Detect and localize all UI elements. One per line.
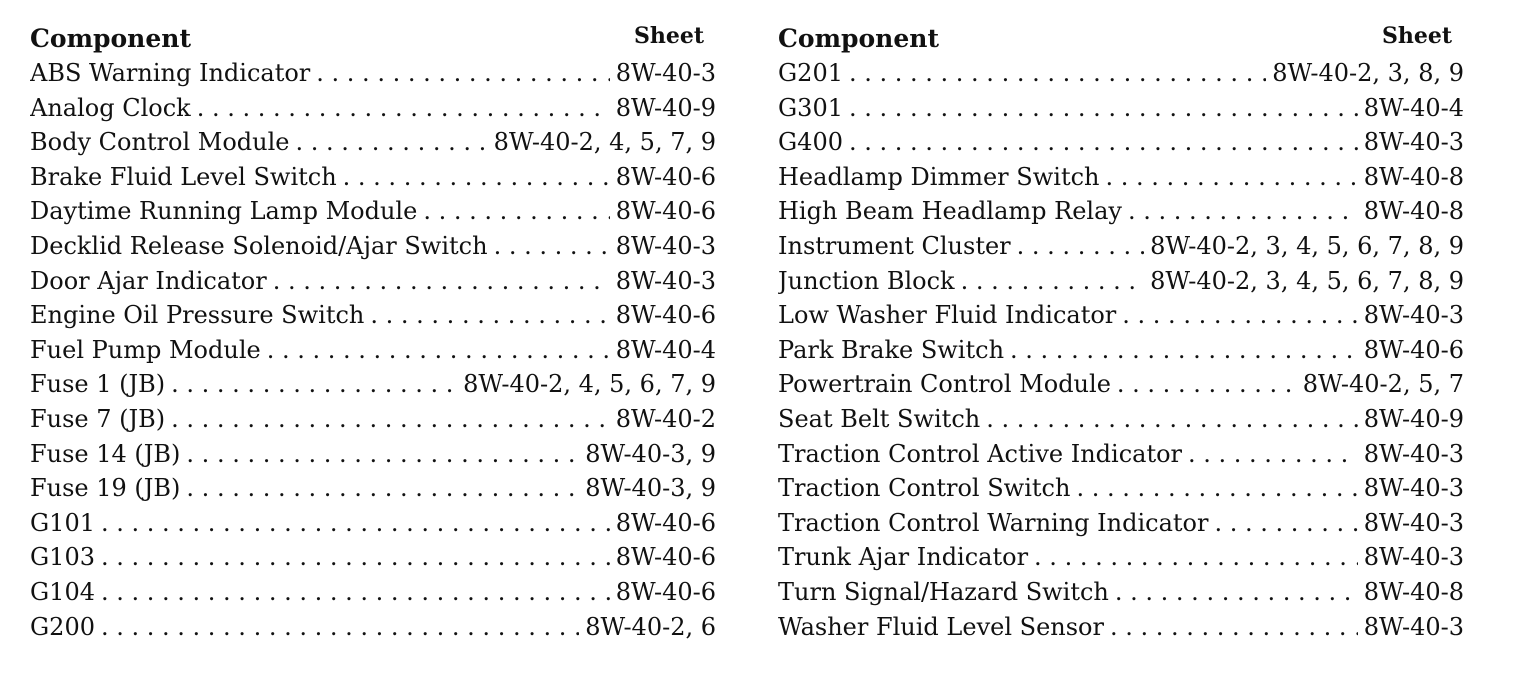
sheet-reference: 8W-40-6 bbox=[615, 508, 716, 537]
component-name: Washer Fluid Level Sensor bbox=[778, 612, 1104, 641]
index-row bbox=[30, 298, 716, 333]
sheet-reference: 8W-40-3 bbox=[615, 231, 716, 260]
dot-leader bbox=[1017, 229, 1144, 264]
dot-leader bbox=[849, 56, 1266, 91]
component-name: High Beam Headlamp Relay bbox=[778, 197, 1122, 226]
index-row bbox=[30, 471, 716, 506]
component-name: Body Control Module bbox=[30, 128, 290, 157]
dot-leader bbox=[101, 575, 610, 610]
index-row bbox=[778, 56, 1464, 91]
index-row bbox=[30, 437, 716, 472]
sheet-reference: 8W-40-6 bbox=[1363, 335, 1464, 364]
index-row bbox=[30, 506, 716, 541]
component-name: Fuel Pump Module bbox=[30, 335, 261, 364]
component-name: Brake Fluid Level Switch bbox=[30, 162, 337, 191]
sheet-reference: 8W-40-2, 6 bbox=[585, 612, 716, 641]
index-row bbox=[30, 575, 716, 610]
index-row bbox=[30, 367, 716, 402]
index-row bbox=[30, 229, 716, 264]
dot-leader bbox=[273, 264, 610, 299]
component-name: ABS Warning Indicator bbox=[30, 59, 311, 87]
index-row bbox=[778, 298, 1464, 333]
index-row bbox=[778, 540, 1464, 575]
sheet-reference: 8W-40-3 bbox=[1363, 612, 1464, 641]
index-row bbox=[778, 160, 1464, 195]
sheet-reference: 8W-40-2, 4, 5, 6, 7, 9 bbox=[463, 370, 716, 399]
dot-leader bbox=[186, 437, 579, 472]
component-header: Component bbox=[30, 24, 191, 53]
index-row bbox=[778, 610, 1464, 645]
component-name: G201 bbox=[778, 59, 843, 87]
component-list bbox=[30, 56, 716, 644]
dot-leader bbox=[101, 610, 579, 645]
sheet-reference: 8W-40-3 bbox=[1363, 439, 1464, 468]
dot-leader bbox=[101, 506, 610, 541]
index-row bbox=[778, 471, 1464, 506]
component-name: Fuse 1 (JB) bbox=[30, 370, 166, 399]
column-header bbox=[30, 22, 716, 56]
component-name: Trunk Ajar Indicator bbox=[778, 543, 1029, 572]
dot-leader bbox=[961, 264, 1145, 299]
component-name: Traction Control Warning Indicator bbox=[778, 508, 1209, 537]
component-name: Seat Belt Switch bbox=[778, 404, 981, 433]
sheet-reference: 8W-40-3 bbox=[1363, 301, 1464, 330]
sheet-reference: 8W-40-6 bbox=[615, 301, 716, 330]
index-row bbox=[30, 264, 716, 299]
index-row bbox=[778, 367, 1464, 402]
component-name: G301 bbox=[778, 93, 843, 122]
component-header: Component bbox=[778, 24, 939, 53]
sheet-reference: 8W-40-3 bbox=[1363, 474, 1464, 503]
component-name: Headlamp Dimmer Switch bbox=[778, 162, 1100, 191]
component-name: Turn Signal/Hazard Switch bbox=[778, 577, 1109, 606]
dot-leader bbox=[171, 367, 457, 402]
sheet-header: Sheet bbox=[633, 23, 704, 49]
dot-leader bbox=[1214, 506, 1357, 541]
dot-leader bbox=[267, 333, 610, 368]
sheet-reference: 8W-40-6 bbox=[615, 197, 716, 226]
dot-leader bbox=[849, 125, 1358, 160]
dot-leader bbox=[1128, 194, 1358, 229]
component-name: Analog Clock bbox=[30, 93, 191, 122]
dot-leader bbox=[186, 471, 579, 506]
index-row bbox=[778, 437, 1464, 472]
sheet-reference: 8W-40-3, 9 bbox=[585, 474, 716, 503]
component-name: Instrument Cluster bbox=[778, 231, 1011, 260]
component-name: Fuse 19 (JB) bbox=[30, 474, 181, 503]
sheet-reference: 8W-40-2, 4, 5, 7, 9 bbox=[493, 128, 716, 157]
component-name: Fuse 14 (JB) bbox=[30, 439, 181, 468]
index-row bbox=[778, 264, 1464, 299]
dot-leader bbox=[1110, 610, 1358, 645]
dot-leader bbox=[423, 194, 609, 229]
index-row bbox=[30, 333, 716, 368]
dot-leader bbox=[1010, 333, 1358, 368]
dot-leader bbox=[101, 540, 610, 575]
sheet-reference: 8W-40-2, 3, 4, 5, 6, 7, 8, 9 bbox=[1150, 266, 1464, 295]
component-name: Traction Control Switch bbox=[778, 474, 1071, 503]
index-row bbox=[30, 194, 716, 229]
dot-leader bbox=[1076, 471, 1357, 506]
index-row bbox=[30, 125, 716, 160]
dot-leader bbox=[1122, 298, 1358, 333]
index-row bbox=[30, 540, 716, 575]
sheet-reference: 8W-40-2 bbox=[615, 404, 716, 433]
index-row bbox=[30, 91, 716, 126]
component-name: Daytime Running Lamp Module bbox=[30, 197, 418, 226]
dot-leader bbox=[343, 160, 610, 195]
dot-leader bbox=[494, 229, 610, 264]
sheet-reference: 8W-40-4 bbox=[1363, 93, 1464, 122]
component-name: Door Ajar Indicator bbox=[30, 266, 267, 295]
index-row bbox=[30, 160, 716, 195]
dot-leader bbox=[1188, 437, 1358, 472]
sheet-reference: 8W-40-3 bbox=[615, 266, 716, 295]
sheet-reference: 8W-40-3, 9 bbox=[585, 439, 716, 468]
component-name: G101 bbox=[30, 508, 95, 537]
dot-leader bbox=[1117, 367, 1297, 402]
dot-leader bbox=[370, 298, 609, 333]
component-name: G104 bbox=[30, 577, 95, 606]
sheet-reference: 8W-40-8 bbox=[1363, 577, 1464, 606]
sheet-reference: 8W-40-6 bbox=[615, 162, 716, 191]
column-header bbox=[778, 22, 1464, 56]
index-row bbox=[778, 333, 1464, 368]
component-name: G103 bbox=[30, 543, 95, 572]
sheet-reference: 8W-40-6 bbox=[615, 543, 716, 572]
dot-leader bbox=[296, 125, 488, 160]
dot-leader bbox=[1034, 540, 1358, 575]
sheet-reference: 8W-40-3 bbox=[1363, 128, 1464, 157]
dot-leader bbox=[171, 402, 610, 437]
sheet-reference: 8W-40-9 bbox=[1363, 404, 1464, 433]
component-name: G400 bbox=[778, 128, 843, 157]
component-list bbox=[778, 56, 1464, 644]
index-row bbox=[30, 402, 716, 437]
sheet-reference: 8W-40-3 bbox=[1363, 508, 1464, 537]
component-name: Junction Block bbox=[778, 266, 955, 295]
index-row bbox=[778, 125, 1464, 160]
component-name: Engine Oil Pressure Switch bbox=[30, 301, 365, 330]
index-row bbox=[30, 610, 716, 645]
component-name: Decklid Release Solenoid/Ajar Switch bbox=[30, 231, 488, 260]
sheet-reference: 8W-40-9 bbox=[615, 93, 716, 122]
sheet-header: Sheet bbox=[1381, 23, 1452, 49]
sheet-reference: 8W-40-6 bbox=[615, 577, 716, 606]
sheet-reference: 8W-40-8 bbox=[1363, 162, 1464, 191]
sheet-reference: 8W-40-3 bbox=[1363, 543, 1464, 572]
sheet-reference: 8W-40-2, 3, 8, 9 bbox=[1272, 59, 1464, 87]
sheet-reference: 8W-40-4 bbox=[615, 335, 716, 364]
component-name: Park Brake Switch bbox=[778, 335, 1005, 364]
component-name: Fuse 7 (JB) bbox=[30, 404, 166, 433]
dot-leader bbox=[1115, 575, 1358, 610]
index-row bbox=[778, 402, 1464, 437]
index-row bbox=[30, 56, 716, 91]
index-row bbox=[778, 575, 1464, 610]
index-row bbox=[778, 91, 1464, 126]
dot-leader bbox=[197, 91, 610, 126]
dot-leader bbox=[986, 402, 1358, 437]
index-row bbox=[778, 229, 1464, 264]
sheet-reference: 8W-40-8 bbox=[1363, 197, 1464, 226]
dot-leader bbox=[849, 91, 1358, 126]
dot-leader bbox=[1105, 160, 1357, 195]
dot-leader bbox=[316, 56, 610, 91]
sheet-reference: 8W-40-2, 3, 4, 5, 6, 7, 8, 9 bbox=[1150, 231, 1464, 260]
sheet-reference: 8W-40-3 bbox=[615, 59, 716, 87]
sheet-reference: 8W-40-2, 5, 7 bbox=[1302, 370, 1464, 399]
component-name: Powertrain Control Module bbox=[778, 370, 1111, 399]
left-column bbox=[30, 22, 716, 644]
right-column bbox=[778, 22, 1464, 644]
index-row bbox=[778, 194, 1464, 229]
component-name: G200 bbox=[30, 612, 95, 641]
component-name: Low Washer Fluid Indicator bbox=[778, 301, 1117, 330]
component-name: Traction Control Active Indicator bbox=[778, 439, 1183, 468]
index-row bbox=[778, 506, 1464, 541]
